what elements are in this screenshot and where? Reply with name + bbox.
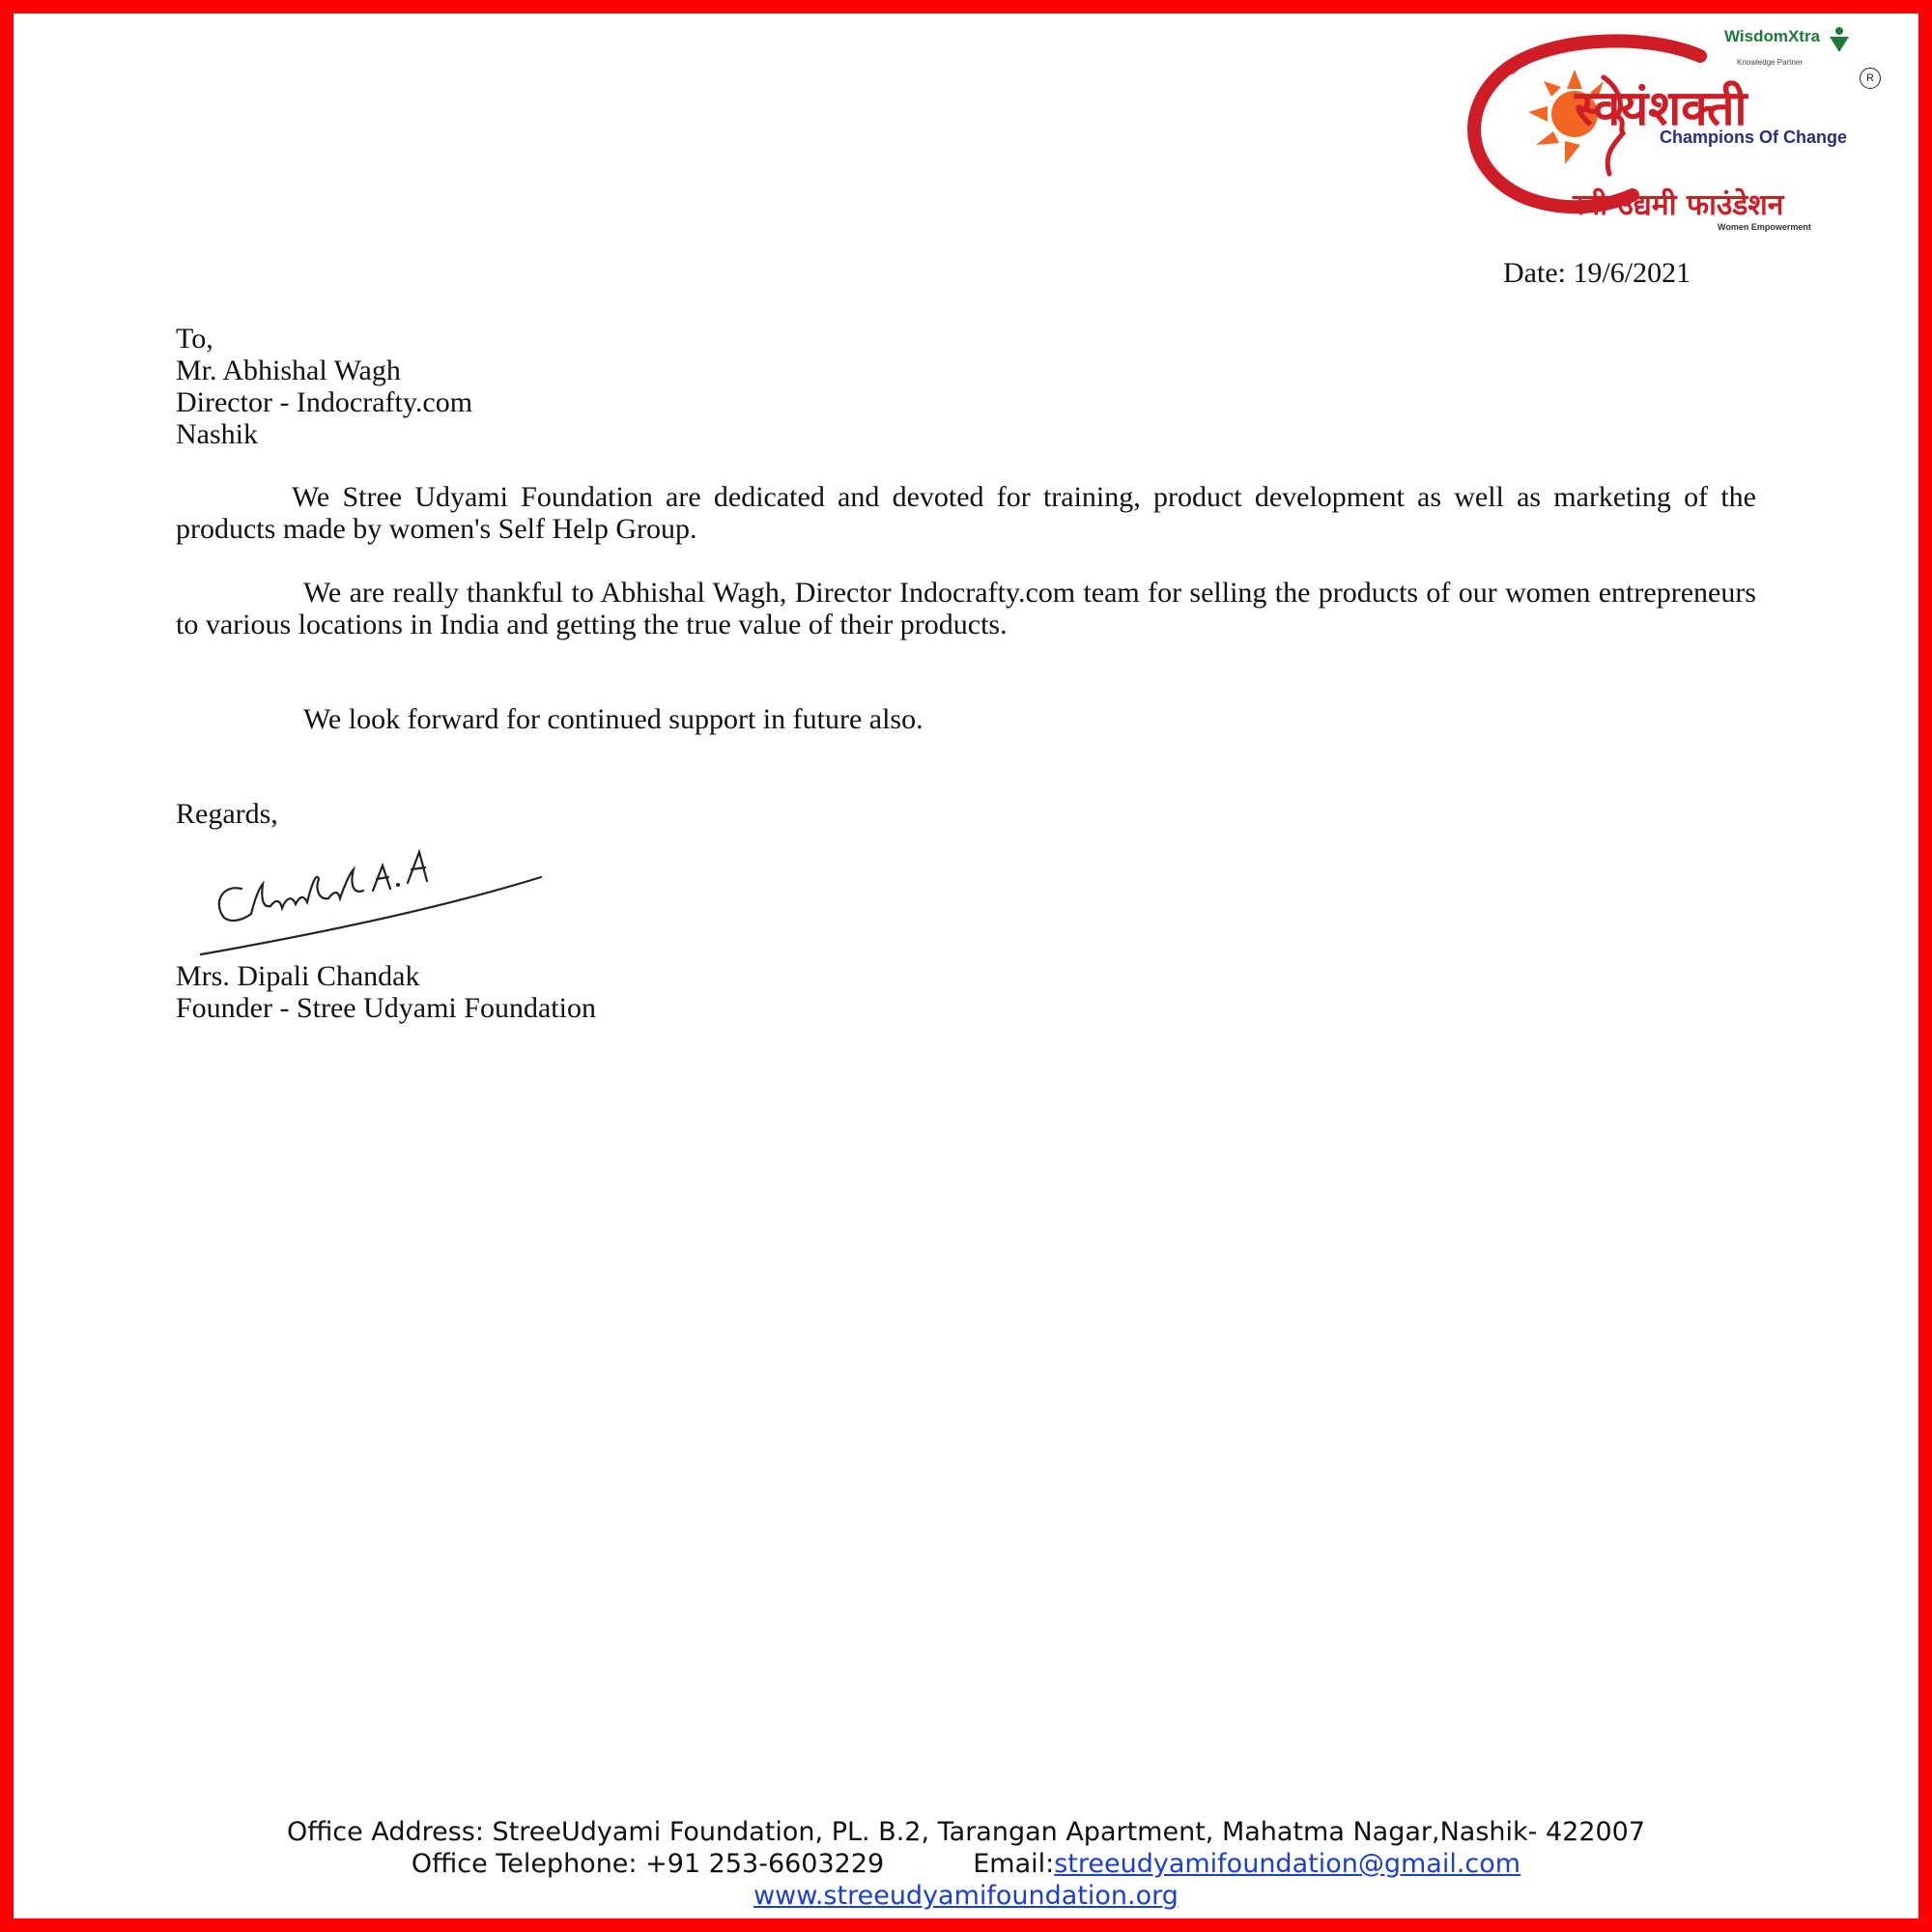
recipient-title: Director - Indocrafty.com	[176, 386, 473, 418]
recipient-city: Nashik	[176, 418, 258, 450]
office-telephone: Office Telephone: +91 253-6603229	[411, 1849, 885, 1879]
salutation: To,	[176, 323, 213, 355]
body-paragraph: We are really thankful to Abhishal Wagh, Director Indocrafty.com team for selling the products of our women entrepreneurs to various locations in India and getting the true value of their products.	[176, 577, 1756, 640]
contact-row	[29, 1848, 1903, 1880]
closing: Regards,	[176, 798, 278, 830]
wisdomxtra-figure-icon	[1830, 27, 1849, 52]
foundation-name-devanagari: स्त्री उद्यमी फाउंडेशन	[1573, 188, 1784, 222]
website-row	[29, 1880, 1903, 1912]
office-address: Office Address: StreeUdyami Foundation, PL. B.2, Tarangan Apartment, Mahatma Nagar,Nashik- 422007	[286, 1817, 1646, 1847]
letterhead-footer	[29, 1816, 1903, 1912]
signer-title: Founder - Stree Udyami Foundation	[176, 992, 596, 1024]
recipient-address	[176, 323, 472, 450]
website-link[interactable]: www.streeudyamifoundation.org	[753, 1881, 1179, 1911]
brand-name: स्वयंशक्ती	[1575, 80, 1747, 136]
foundation-caption: Women Empowerment	[1718, 222, 1811, 232]
foundation-logo	[1420, 19, 1893, 242]
email-label: Email:	[973, 1849, 1055, 1879]
email-link[interactable]: streeudyamifoundation@gmail.com	[1054, 1849, 1521, 1879]
body-paragraph: We Stree Udyami Foundation are dedicated and devoted for training, product development as well as marketing of the products made by women's Self Help Group.	[176, 481, 1756, 545]
signer-name: Mrs. Dipali Chandak	[176, 960, 420, 992]
letter-date: Date: 19/6/2021	[1503, 257, 1691, 289]
handwritten-signature	[184, 831, 560, 961]
brand-tagline: Champions Of Change	[1660, 128, 1848, 147]
partner-wordmark: WisdomXtra	[1724, 27, 1821, 45]
signer-block	[176, 960, 596, 1024]
partner-caption: Knowledge Partner	[1737, 58, 1804, 67]
recipient-name: Mr. Abhishal Wagh	[176, 355, 401, 386]
body-paragraph: We look forward for continued support in future also.	[303, 703, 923, 735]
registered-mark: R	[1860, 68, 1881, 89]
